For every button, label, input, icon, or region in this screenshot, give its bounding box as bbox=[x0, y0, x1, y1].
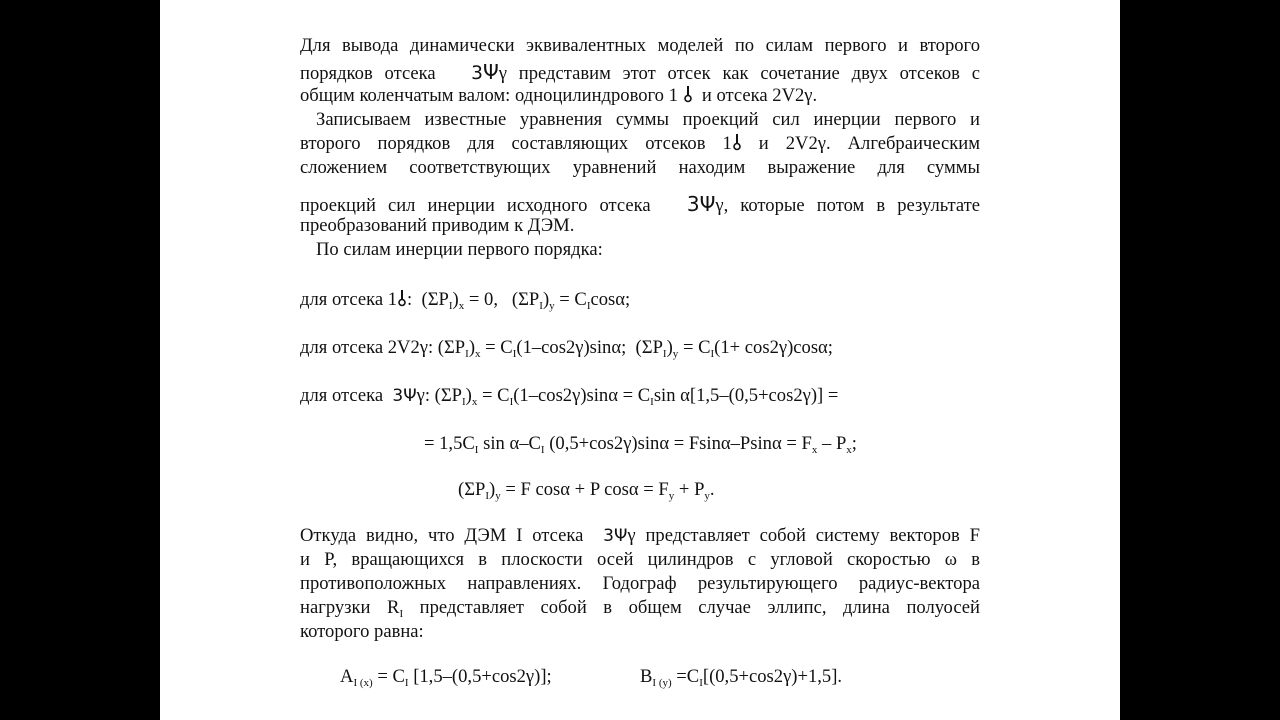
equation-3: для отсека 3Ψγ: $(\Sigma P_I)_x = C_I(1-\cos 2\gamma)\sin\alpha = C_I\sin$ α[1,5–(0,5+cos2γ)] = bbox=[300, 385, 839, 408]
para4-line5: которого равна: bbox=[300, 621, 424, 642]
para2-line5: преобразований приводим к ДЭМ. bbox=[300, 215, 575, 236]
para2-line1: Записываем известные уравнения суммы проекций сил инерции первого и bbox=[316, 109, 980, 130]
single-cylinder-icon bbox=[397, 289, 407, 307]
para2-line2: второго порядков для составляющих отсеков 1 и 2V2γ. Алгебраическим bbox=[300, 133, 980, 154]
equation-5: $(\Sigma P_I)_y = F$ cosα + P $\cos\alpha = F_y + P_y$. bbox=[458, 479, 715, 502]
para4-line1: Откуда видно, что ДЭМ I отсека 3Ψγ представляет собой систему векторов F bbox=[300, 525, 980, 546]
equation-6b: $B_{I (y)} =C_I[(0,5+\cos 2\gamma)+1,5]$. bbox=[640, 666, 843, 689]
v-engine-symbol: 3Ψγ bbox=[392, 385, 425, 406]
para1-line3: общим коленчатым валом: одноцилиндрового 1 и отсека 2V2γ. bbox=[300, 85, 818, 106]
para2-line4: проекций сил инерции исходного отсека 3Ψγ, которые потом в результате bbox=[300, 192, 981, 216]
para4-line3: противоположных направлениях. Годограф результирующего радиус-вектора bbox=[300, 573, 980, 594]
equation-1: для отсека 1 : $(\Sigma P_I)_x = 0$, $(\Sigma P_I)_y = C_I\cos\alpha$; bbox=[300, 289, 631, 312]
equation-6a: $A_{I (x)} = C_I$ [1,5–(0,5+cos2γ)]; bbox=[340, 666, 552, 689]
para4-line4: нагрузки $R_I$ представляет собой в общем случае эллипс, длина полуосей bbox=[300, 597, 980, 620]
equation-4: = $1,5C_I$ $\sin \alpha-C_I$ $(0,5+\cos 2\gamma)\sin\alpha = Fsin\alpha-Psin\alpha = F_x - P_x$; bbox=[424, 433, 857, 456]
v-engine-symbol: 3Ψγ bbox=[686, 192, 724, 216]
single-cylinder-icon bbox=[732, 133, 742, 151]
v-engine-symbol: 3Ψγ bbox=[471, 60, 507, 84]
document-page bbox=[160, 0, 1120, 720]
single-cylinder-icon bbox=[683, 85, 693, 103]
equation-2: для отсека 2V2γ: $(\Sigma P_I)_x = C_I(1-\cos 2\gamma)\sin\alpha$; $(\Sigma P_I)_y = C_I(1+ \cos 2\gamma)\cos\alpha$; bbox=[300, 337, 833, 360]
v-engine-symbol: 3Ψγ bbox=[603, 525, 636, 546]
para2-line3: сложением соответствующих уравнений находим выражение для суммы bbox=[300, 157, 980, 178]
para4-line2: и P, вращающихся в плоскости осей цилиндров с угловой скоростью ω в bbox=[300, 549, 980, 570]
para1-line1: Для вывода динамически эквивалентных моделей по силам первого и второго bbox=[300, 35, 980, 56]
para3: По силам инерции первого порядка: bbox=[316, 239, 603, 260]
para1-line2: порядков отсека 3Ψγ представим этот отсек как сочетание двух отсеков с bbox=[300, 60, 980, 84]
